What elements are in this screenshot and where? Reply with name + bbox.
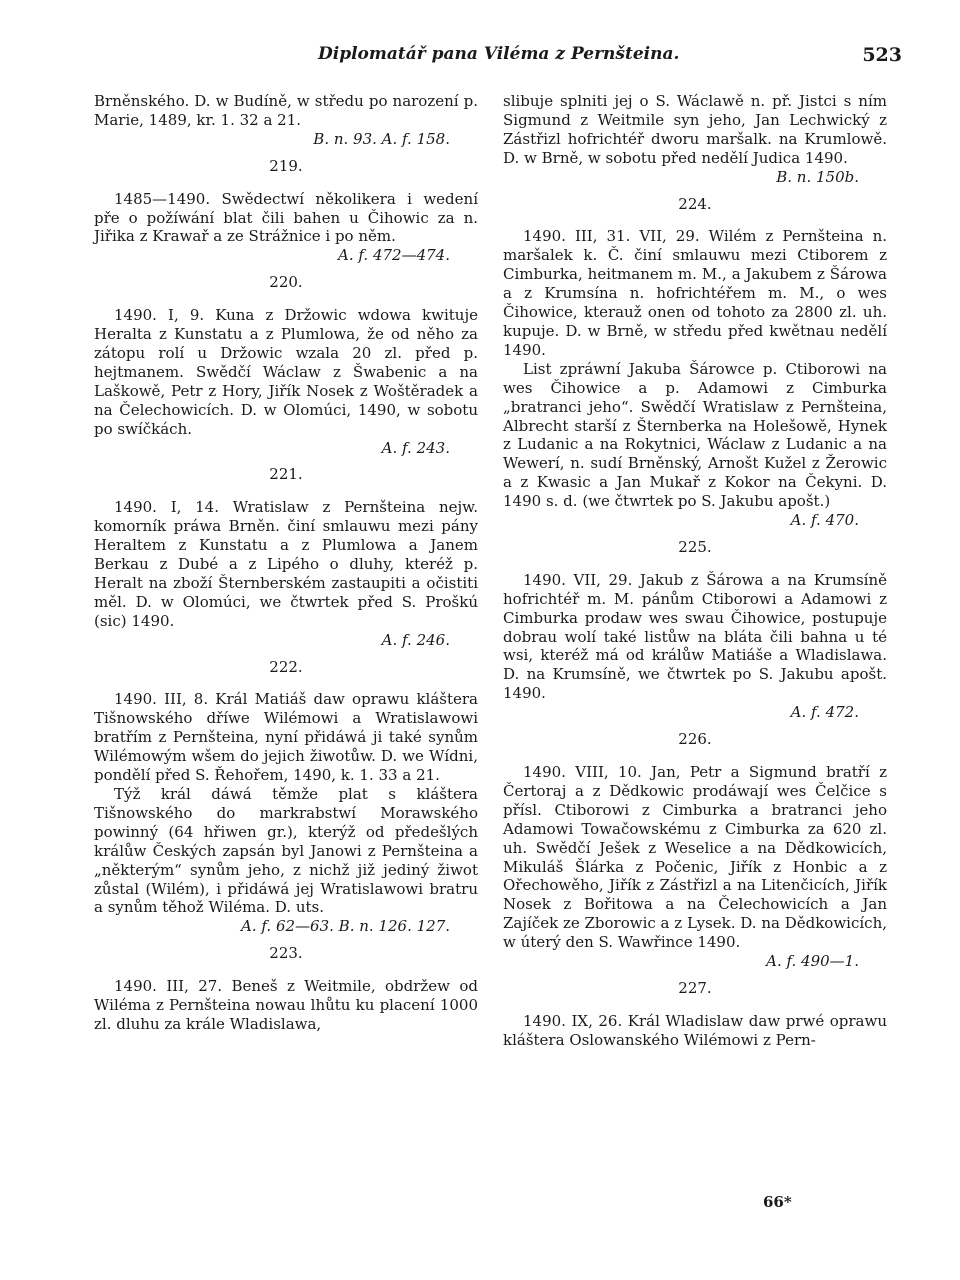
running-title: Diplomatář pana Viléma z Pernšteina.	[318, 44, 680, 64]
entry-220-text: 1490. I, 9. Kuna z Držowic wdowa kwituje Heralta z Kunstatu a z Plumlowa, že od něho za zátopu rolí u Držowic wzala 20 zl. před p. hejtmanem. Swědčí Wáclaw z Šwabenic a na Laškowě, Petr z Hory, Jiřík Nosek z Woštěradek a na Čelechowicích. D. w Olomúci, 1490, w sobotu po swíčkách.	[94, 306, 478, 438]
page-header	[90, 44, 902, 74]
source-reference: A. f. 470.	[790, 511, 859, 530]
document-number-219: 219.	[269, 156, 303, 175]
entry-222-text: 1490. III, 8. Král Matiáš daw oprawu kláštera Tišnowského dříwe Wilémowi a Wratislawowi bratřím z Pernšteina, nyní přidáwá ji také synům Wilémowým wšem do jejich žiwotůw. D. we Wídni, pondělí před S. Řehořem, 1490, k. 1. 33 a 21.	[94, 690, 478, 785]
source-reference: B. n. 150b.	[776, 167, 859, 186]
printer-signature-mark: 66*	[763, 1193, 792, 1211]
source-reference: B. n. 93. A. f. 158.	[313, 129, 450, 148]
document-number-225: 225.	[678, 537, 712, 556]
entry-219-text: 1485—1490. Swědectwí několikera i wedení pře o požíwání blat čili bahen u Čihowic za n. Jiřika z Krawař a ze Strážnice i po něm.	[94, 189, 478, 246]
source-reference: A. f. 490—1.	[766, 952, 859, 971]
continued-paragraph: Brněnského. D. w Budíně, w středu po narození p. Marie, 1489, kr. 1. 32 a 21.	[94, 92, 478, 129]
entry-223-text: 1490. III, 27. Beneš z Weitmile, obdržew od Wiléma z Pernšteina nowau lhůtu ku placení 1000 zl. dluhu za krále Wladislawa,	[94, 977, 478, 1033]
source-reference: A. f. 472.	[790, 703, 859, 722]
document-number-224: 224.	[678, 194, 712, 213]
document-number-223: 223.	[269, 944, 303, 963]
document-number-226: 226.	[678, 730, 712, 749]
source-reference: A. f. 246.	[381, 630, 450, 649]
entry-224-text: 1490. III, 31. VII, 29. Wilém z Pernšteina n. maršalek k. Č. činí smlauwu mezi Ctiborem z Cimburka, heitmanem m. M., a Jakubem z Šárowa a z Krumsína n. hofrichtéřem m. M., o wes Čihowice, kterauž onen od tohoto za 2800 zl. uh. kupuje. D. w Brně, w středu před kwětnau nedělí 1490.	[503, 227, 887, 359]
document-number-221: 221.	[269, 465, 303, 484]
entry-227-text: 1490. IX, 26. Král Wladislaw daw prwé oprawu kláštera Oslowanského Wilémowi z Pern-	[503, 1011, 887, 1049]
right-column	[503, 92, 887, 1050]
entry-221-text: 1490. I, 14. Wratislaw z Pernšteina nejw. komorník práwa Brněn. činí smlauwu mezi pány Heraltem z Kunstatu a z Plumlowa a Janem Berkau z Dubé a z Lipého o dluhy, kteréž p. Heralt na zboží Šternberském zastaupiti a očistiti měl. D. w Olomúci, we čtwrtek před S. Proškú (sic) 1490.	[94, 498, 478, 630]
entry-222-text-continued: Týž král dáwá těmže plat s kláštera Tišnowského do markrabstwí Morawského powinný (64 hřiwen gr.), kterýž od předešlých králůw Českých zapsán byl Janowi z Pernšteina a „některým“ synům jeho, z nichž již jediný žiwot zůstal (Wilém), i přidáwá jej Wratislawowi bratru a synům těhož Wiléma. D. uts.	[94, 785, 478, 917]
source-reference: A. f. 243.	[381, 438, 450, 457]
source-reference: A. f. 62—63. B. n. 126. 127.	[241, 917, 450, 936]
source-reference: A. f. 472—474.	[338, 246, 450, 265]
entry-226-text: 1490. VIII, 10. Jan, Petr a Sigmund bratří z Čertoraj a z Dědkowic prodáwají wes Čelčice s přísl. Ctiborowi z Cimburka a bratranci jeho Adamowi Towačowskému z Cimburka za 620 zl. uh. Swědčí Ješek z Weselice a na Dědkowicích, Mikuláš Šlárka z Počenic, Jiřík z Honbic a z Ořechowěho, Jiřík z Zástřizl a na Litenčicích, Jiřík Nosek z Bořitowa a na Čelechowicích a Jan Zajíček ze Zborowic a z Lysek. D. na Dědkowicích, w úterý den S. Wawřince 1490.	[503, 763, 888, 952]
document-number-222: 222.	[269, 657, 303, 676]
continued-paragraph: slibuje splniti jej o S. Wáclawě n. př. Jistci s ním Sigmund z Weitmile syn jeho, Jan Lechwický z Zástřizl hofrichtéř dworu maršalk. na Krumlowě. D. w Brně, w sobotu před nedělí Judica 1490.	[503, 92, 887, 167]
document-number-220: 220.	[269, 273, 303, 292]
left-column	[94, 92, 478, 1034]
entry-225-text: 1490. VII, 29. Jakub z Šárowa a na Krumsíně hofrichtéř m. M. pánům Ctiborowi a Adamowi z Cimburka prodaw wes swau Čihowice, postupuje dobrau wolí také listůw na bláta čili bahna u té wsi, kteréž má od králůw Matiáše a Wladislawa. D. na Krumsíně, we čtwrtek po S. Jakubu apošt. 1490.	[503, 570, 887, 703]
entry-224-text-continued: List zpráwní Jakuba Šárowce p. Ctiborowi na wes Čihowice a p. Adamowi z Cimburka „bratranci jeho“. Swědčí Wratislaw z Pernšteina, Albrecht starší z Šternberka na Holešowě, Hynek z Ludanic a na Rokytnici, Wáclaw z Ludanic a na Wewerí, n. sudí Brněnský, Arnošt Kužel z Žerowic a z Kwasic a Jan Mukař z Kokor na Čekyni. D. 1490 s. d. (we čtwrtek po S. Jakubu apošt.)	[503, 359, 887, 511]
page-number: 523	[862, 44, 902, 66]
document-number-227: 227.	[678, 978, 712, 997]
